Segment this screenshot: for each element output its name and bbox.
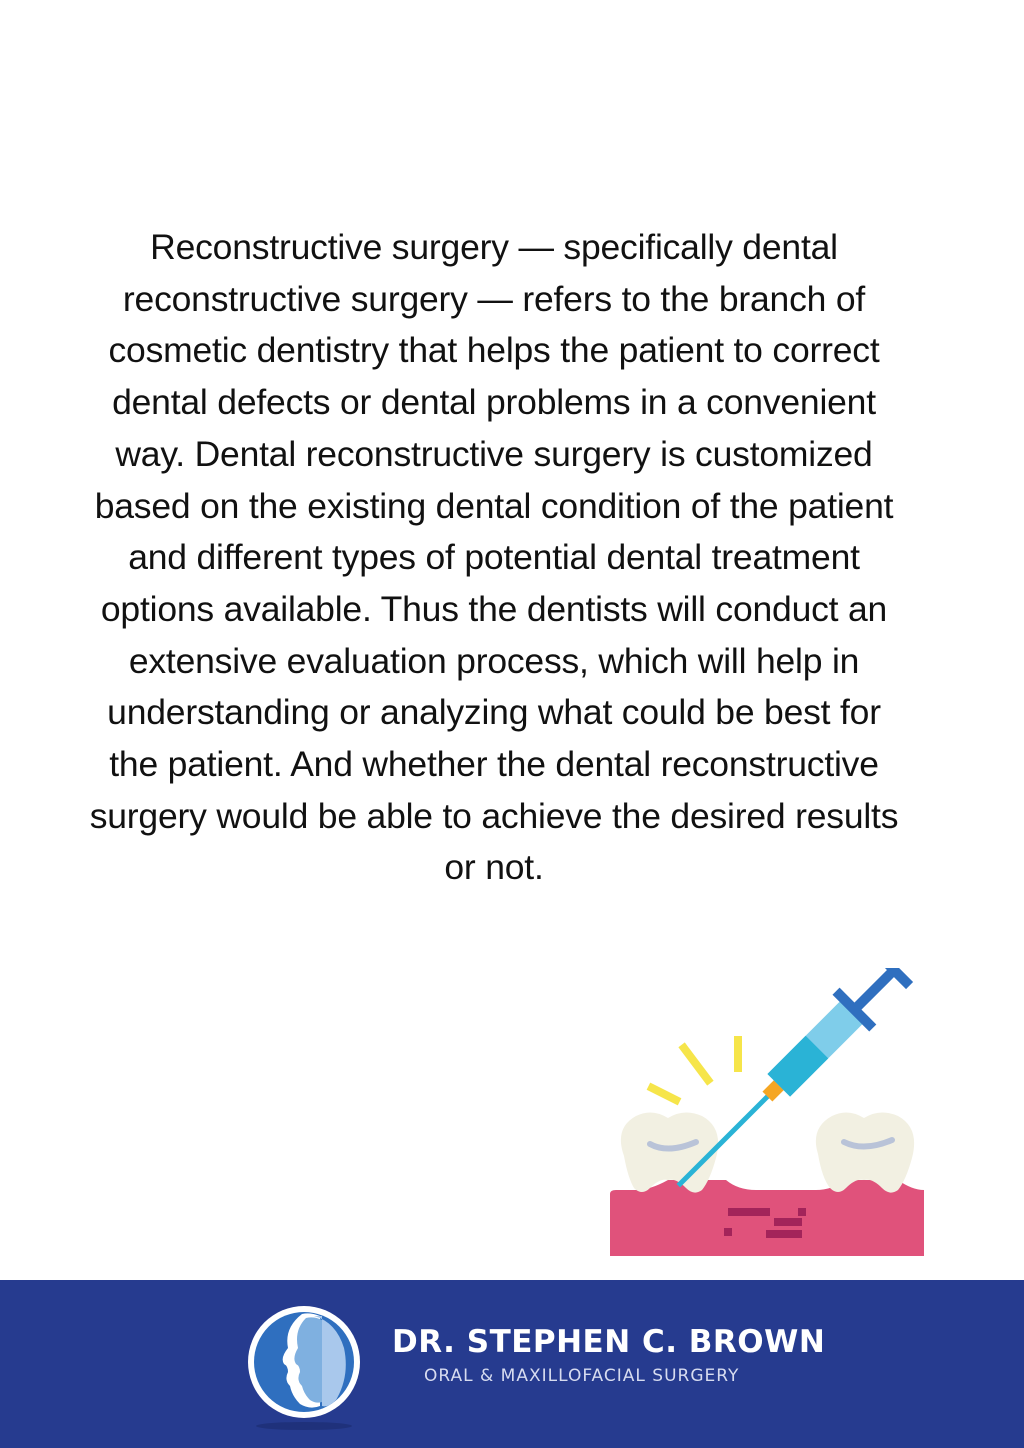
gum-shape — [610, 1180, 924, 1256]
dental-injection-icon — [606, 968, 926, 1258]
sparkle-lines — [652, 1040, 738, 1100]
footer-banner — [0, 1280, 1024, 1448]
brand-tagline: ORAL & MAXILLOFACIAL SURGERY — [424, 1366, 740, 1386]
body-paragraph: Reconstructive surgery — specifically dental reconstructive surgery — refers to the branch of cosmetic dentistry that helps the patient to correct dental defects or dental problems in a convenient way. Dental reconstructive surgery is customized based on the existing dental condition of the patient and different types of potential dental treatment options available. Thus the dentists will conduct an extensive evaluation process, which will help in understanding or analyzing what could be best for the patient. And whether the dental reconstructive surgery would be able to achieve the desired results or not. — [89, 227, 899, 888]
logo-icon — [244, 1302, 364, 1434]
brand-name: DR. STEPHEN C. BROWN — [392, 1324, 826, 1360]
